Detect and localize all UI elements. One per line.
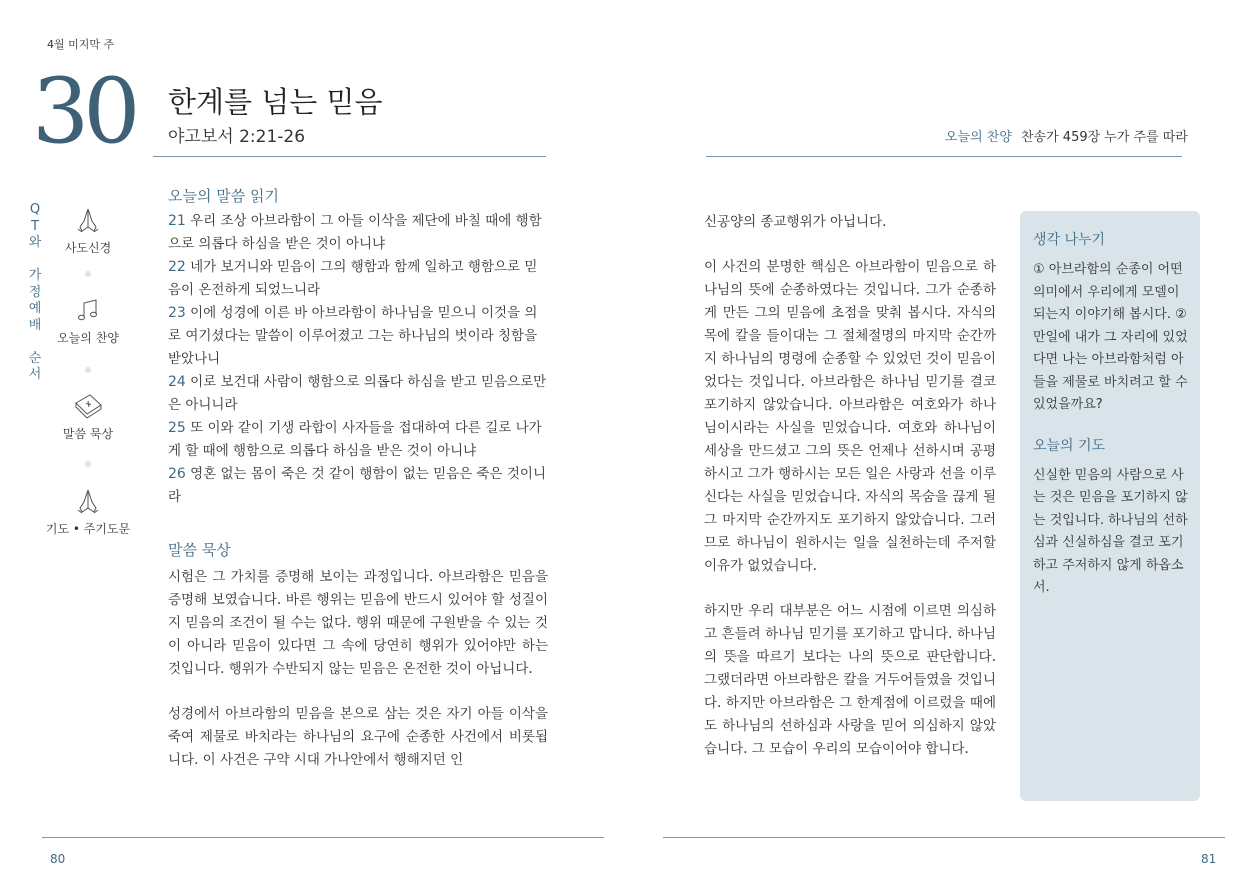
verse [168, 371, 548, 417]
footer-divider-left [42, 837, 604, 838]
sidebar-item-label: 말씀 묵상 [62, 427, 114, 441]
hymn-text: 찬송가 459장 누가 주를 따라 [1021, 130, 1188, 145]
verse-number: 24 [168, 374, 186, 390]
sidebar-item-hymn [43, 297, 133, 346]
hymn-divider [706, 156, 1182, 157]
scripture-reference: 야고보서 2:21-26 [168, 127, 306, 147]
sidebar-item-label: 오늘의 찬양 [57, 331, 119, 345]
verse-text: 네가 보거니와 믿음이 그의 행함과 함께 일하고 행함으로 믿음이 온전하게 되었느니라 [168, 259, 538, 298]
meditation-title: 말씀 묵상 [168, 541, 231, 559]
verse [168, 210, 548, 256]
share-title: 생각 나누기 [1033, 232, 1106, 248]
verse-text: 우리 조상 아브라함이 그 아들 이삭을 제단에 바칠 때에 행함으로 의롭다 하심을 받은 것이 아니냐 [168, 213, 542, 252]
sidebar-item-creed [43, 205, 133, 256]
sidebar-item-label: 기도 • 주기도문 [45, 522, 131, 536]
verse-number: 22 [168, 259, 186, 275]
sidebar-item-label: 사도신경 [64, 241, 112, 255]
page-number-left: 80 [50, 852, 66, 866]
sidebar-item-meditation [43, 391, 133, 442]
meditation-paragraph: 하지만 우리 대부분은 어느 시점에 이르면 의심하고 흔들려 하나님 믿기를 포기하고 맙니다. 하나님의 뜻을 따르기 보다는 나의 뜻으로 판단합니다. 그랬더라면 아브라함은 칼을 거두어들였을 것입니다. 하지만 아브라함은 그 한계점에 이르렀을 때에도 하나님의 선하심과 사랑을 믿어 의심하지 않았습니다. 그 모습이 우리의 모습이어야 합니다. [704, 603, 996, 757]
verse-list [168, 210, 548, 509]
meditation-paragraph: 시험은 그 가치를 증명해 보이는 과정입니다. 아브라함은 믿음을 증명해 보였습니다. 바른 행위는 믿음에 반드시 있어야 할 성질이지 믿음의 조건이 될 수는 없다. 행위 때문에 구원받을 수 있는 것이 아니라 믿음이 있다면 그 속에 당연히 행위가 있어야만 하는 것입니다. 행위가 수반되지 않는 믿음은 온전한 것이 아닙니다. [168, 569, 548, 677]
verse-number: 26 [168, 466, 186, 482]
praying-hands-icon [73, 486, 103, 516]
prayer-title: 오늘의 기도 [1033, 437, 1106, 454]
sidebar-item-prayer [43, 486, 133, 537]
verse-number: 23 [168, 305, 186, 321]
meditation-paragraph: 성경에서 아브라함의 믿음을 본으로 삼는 것은 자기 아들 이삭을 죽여 제물로 바치라는 하나님의 요구에 순종한 사건에서 비롯됩니다. 이 사건은 구약 시대 가나안에서 행해지던 인 [168, 706, 548, 768]
verse-text: 영혼 없는 몸이 죽은 것 같이 행함이 없는 믿음은 죽은 것이니라 [168, 466, 547, 505]
verse-number: 21 [168, 213, 186, 229]
page-number-right: 81 [1201, 852, 1217, 866]
meditation-right-column [704, 211, 996, 783]
verse [168, 417, 548, 463]
verse [168, 463, 548, 509]
reading-title: 오늘의 말씀 읽기 [168, 187, 279, 205]
sidebar-separator-dot [85, 367, 91, 373]
verse-number: 25 [168, 420, 186, 436]
meditation-paragraph: 이 사건의 분명한 핵심은 아브라함이 믿음으로 하나님의 뜻에 순종하였다는 것입니다. 그가 순종하게 만든 그의 믿음에 초점을 맞춰 봅시다. 자식의 목에 칼을 들이대는 그 절체절명의 마지막 순간까지 하나님의 명령에 순종할 수 있었던 것이 믿음이었다는 것입니다. 아브라함은 하나님 믿기를 결코 포기하지 않았습니다. 아브라함은 여호와가 하나님이시라는 사실을 믿었습니다. 여호와 하나님이 세상을 만드셨고 그의 뜻은 언제나 선하시며 공평하시고 그가 행하시는 모든 일은 사랑과 선을 이루신다는 사실을 믿었습니다. 자식의 목숨을 끊게 될 그 마지막 순간까지도 포기하지 않았습니다. 그러므로 하나님이 원하시는 일을 실천하는데 주저할 이유가 없었습니다. [704, 259, 996, 574]
page-title: 한계를 넘는 믿음 [168, 85, 383, 119]
verse-text: 또 이와 같이 기생 라합이 사자들을 접대하여 다른 길로 나가게 할 때에 행함으로 의롭다 하심을 받은 것이 아니냐 [168, 420, 542, 459]
music-note-icon [73, 297, 103, 325]
discussion-box [1020, 211, 1200, 801]
week-label: 4월 미지막 주 [47, 38, 115, 51]
bible-icon [72, 391, 104, 421]
share-text: ① 아브라함의 순종이 어떤 의미에서 우리에게 모델이 되는지 이야기해 봅시다. ② 만일에 내가 그 자리에 있었다면 나는 아브라함처럼 아들을 제물로 바치려고 할 수 있었을까요? [1033, 262, 1188, 412]
prayer-text: 신실한 믿음의 사람으로 사는 것은 믿음을 포기하지 않는 것입니다. 하나님의 선하심과 신실하심을 결코 포기하고 주저하지 않게 하옵소서. [1033, 467, 1188, 595]
sidebar-separator-dot [85, 461, 91, 467]
praying-hands-icon [73, 205, 103, 235]
hymn-label: 오늘의 찬양 [945, 130, 1012, 145]
meditation-left-column [168, 566, 548, 794]
verse-text: 이에 성경에 이른 바 아브라함이 하나님을 믿으니 이것을 의로 여기셨다는 말씀이 이루어졌고 그는 하나님의 벗이라 칭함을 받았나니 [168, 305, 538, 367]
meditation-paragraph: 신공양의 종교행위가 아닙니다. [704, 214, 887, 230]
verse-text: 이로 보건대 사람이 행함으로 의롭다 하심을 받고 믿음으로만은 아니니라 [168, 374, 547, 413]
verse [168, 256, 548, 302]
footer-divider-right [663, 837, 1225, 838]
sidebar-separator-dot [85, 271, 91, 277]
day-number: 30 [32, 59, 135, 164]
verse [168, 302, 548, 371]
title-divider [153, 156, 546, 157]
vertical-order-label: Q T 와 가 정 예 배 순 서 [28, 202, 42, 382]
